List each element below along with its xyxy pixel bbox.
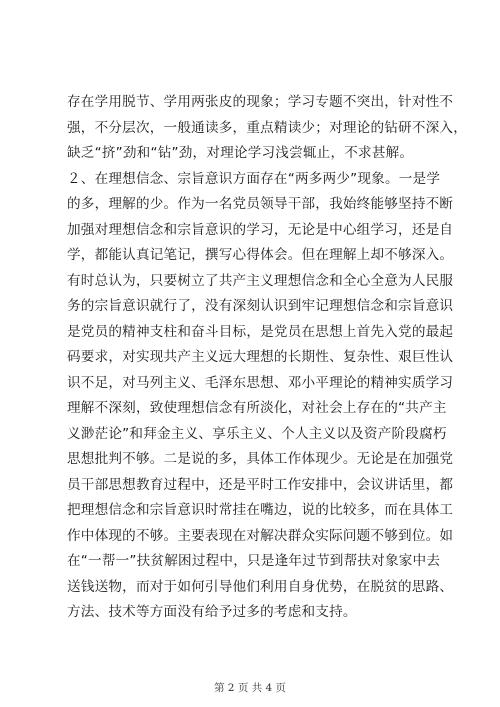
text-line: 在“一帮一”扶贫解困过程中，只是逢年过节到帮扶对象家中去 (67, 553, 441, 569)
text-line: 员干部思想教育过程中，还是平时工作安排中，会议讲话里，都 (67, 476, 454, 493)
text-line: 码要求，对实现共产主义远大理想的长期性、复杂性、艰巨性认 (67, 349, 454, 365)
text-line: 送钱送物，而对于如何引导他们利用自身优势，在脱贫的思路、 (67, 578, 454, 595)
body-text (67, 90, 468, 626)
text-line: 思想批判不够。二是说的多，具体工作体现少。无论是在加强党 (67, 451, 454, 467)
text-line: 缺乏“挤”劲和“钻”劲，对理论学习浅尝辄止，不求甚解。 (67, 145, 414, 161)
text-line: ２、在理想信念、宗旨意识方面存在“两多两少”现象。一是学 (67, 170, 441, 187)
text-line: 有时总认为，只要树立了共产主义理想信念和全心全意为人民服 (67, 272, 454, 289)
text-line: 存在学用脱节、学用两张皮的现象；学习专题不突出，针对性不 (67, 94, 454, 110)
text-line: 是党员的精神支柱和奋斗目标，是党员在思想上首先入党的最起 (67, 323, 454, 340)
page-footer: 第 2 页 共 4 页 (213, 682, 287, 694)
text-line: 方法、技术等方面没有给予过多的考虑和支持。 (67, 604, 357, 620)
text-line: 务的宗旨意识就行了，没有深刻认识到牢记理想信念和宗旨意识 (67, 298, 454, 314)
text-line: 学，都能认真记笔记，撰写心得体会。但在理解上却不够深入。 (67, 247, 454, 263)
text-line: 强，不分层次，一般通读多，重点精读少；对理论的钻研不深入， (67, 119, 468, 136)
text-line: 把理想信念和宗旨意识时常挂在嘴边，说的比较多，而在具体工 (67, 502, 454, 518)
text-line: 作中体现的不够。主要表现在对解决群众实际问题不够到位。如 (67, 527, 454, 544)
text-line: 理解不深刻，致使理想信念有所淡化，对社会上存在的“共产主 (67, 400, 447, 416)
text-line: 识不足，对马列主义、毛泽东思想、邓小平理论的精神实质学习 (67, 374, 454, 391)
text-line: 的多，理解的少。作为一名党员领导干部，我始终能够坚持不断 (67, 196, 454, 212)
text-line: 加强对理想信念和宗旨意识的学习，无论是中心组学习，还是自 (67, 221, 454, 238)
text-line: 义渺茫论”和拜金主义、享乐主义、个人主义以及资产阶段腐朽 (67, 425, 447, 442)
